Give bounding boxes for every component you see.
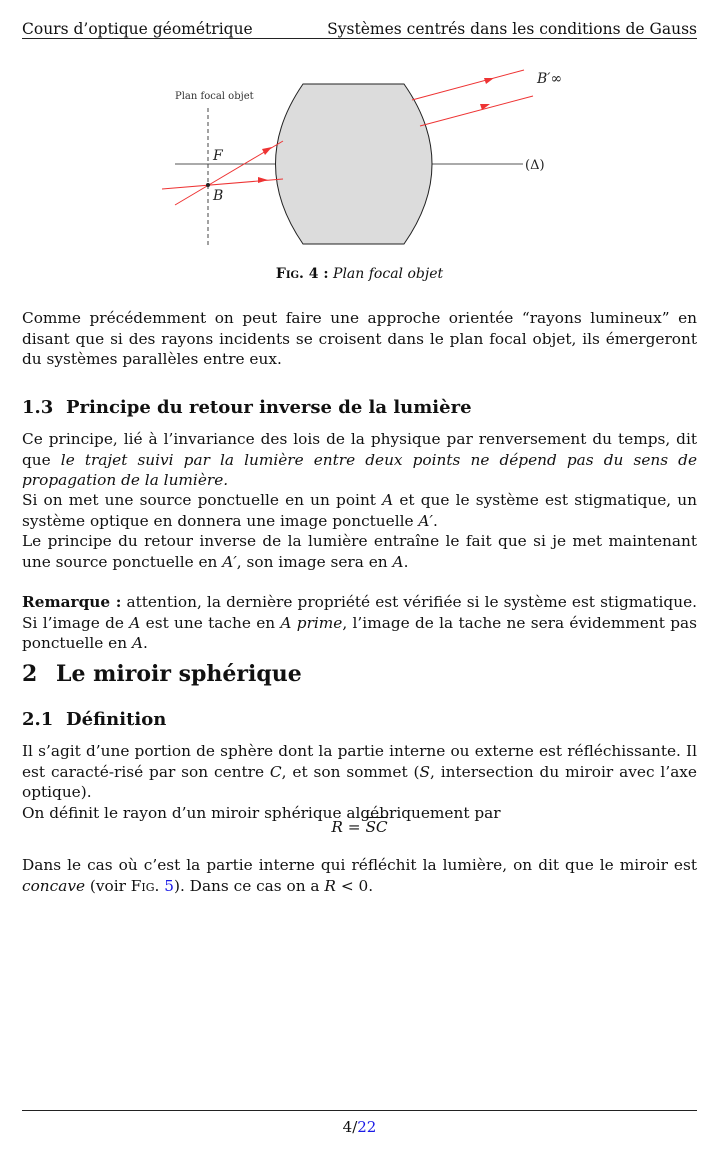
- math-A-prime: A′: [418, 511, 433, 530]
- ray-emergent-2: [420, 96, 533, 126]
- paragraph-5: [22, 741, 697, 823]
- text: , et son sommet (: [281, 762, 420, 781]
- caption-text: Plan focal objet: [333, 266, 444, 282]
- text: Dans le cas où c’est la partie interne qui réfléchit la lumière, on dit que le miroir est: [22, 856, 697, 874]
- label-B: B: [213, 188, 224, 204]
- math-A: A: [129, 613, 141, 632]
- ray-emergent-1: [412, 70, 524, 100]
- para2-italic: le trajet suivi par la lumière entre deux points ne dépend pas du sens de propagation de la lumière.: [22, 450, 698, 489]
- section-title: Définition: [66, 709, 167, 730]
- page-number: [0, 1118, 719, 1136]
- section-title: Le miroir sphérique: [56, 661, 302, 687]
- section-1-3-heading: [22, 397, 472, 418]
- section-number: 2: [22, 661, 38, 687]
- text: < 0.: [335, 876, 374, 895]
- text: Le principe du retour inverse de la lumière entraîne le fait que si je met maintenant une source ponctuelle en: [22, 532, 697, 571]
- text: Si on met une source ponctuelle en un point: [22, 491, 383, 509]
- label-B-inf: B′∞: [537, 71, 563, 87]
- figure-5-link[interactable]: 5: [164, 876, 174, 895]
- running-header: [22, 16, 697, 38]
- paragraph-1: Comme précédemment on peut faire une approche orientée “rayons lumineux” en disant que si des rayons incidents se croisent dans le plan focal objet, ils émergeront du systèmes parallèles entre eux.: [22, 309, 697, 368]
- total-pages-link[interactable]: 22: [357, 1118, 377, 1136]
- caption-prefix: Fig. 4 :: [275, 266, 329, 282]
- math-S: S: [419, 762, 431, 781]
- section-2-1-heading: [22, 709, 166, 730]
- text: attention, la dernière propriété est vérifiée si le système est stigmatique. Si l’image de: [22, 593, 697, 632]
- text: , son image sera en: [236, 552, 393, 571]
- paragraph-3: [22, 490, 697, 531]
- math-A: A: [392, 552, 404, 571]
- paragraph-4: [22, 531, 697, 572]
- remark-paragraph: [22, 592, 697, 654]
- point-B: [206, 183, 210, 187]
- lens: [276, 84, 433, 244]
- text: ). Dans ce cas on a: [173, 876, 325, 895]
- header-rule: [22, 38, 697, 39]
- figure-focal-plane: [0, 55, 719, 265]
- header-right: Systèmes centrés dans les conditions de Gauss: [327, 20, 697, 38]
- section-number: 1.3: [22, 397, 54, 418]
- focal-plane-label: Plan focal objet: [175, 91, 254, 102]
- text: .: [143, 634, 148, 652]
- arrow-head-1: [258, 177, 268, 183]
- math-C: C: [269, 762, 282, 781]
- math-A: A: [131, 634, 144, 652]
- page-separator: /: [352, 1118, 358, 1136]
- formula-lhs: R =: [331, 818, 366, 836]
- text: est une tache en: [140, 613, 281, 632]
- formula-radius: [0, 818, 719, 836]
- label-F: F: [213, 148, 223, 164]
- current-page: 4: [342, 1118, 353, 1136]
- section-number: 2.1: [22, 709, 54, 730]
- para2-text: Ce principe, lié à l’invariance des lois de la physique par renversement du temps, dit que: [22, 430, 697, 469]
- section-2-heading: [22, 661, 302, 687]
- text: , l’image de la tache ne sera évidemment pas ponctuelle en: [22, 613, 697, 652]
- header-left: Cours d’optique géométrique: [22, 20, 253, 38]
- text: .: [403, 552, 409, 571]
- math-A-prime: A prime: [280, 613, 343, 632]
- text: On définit le rayon d’un miroir sphérique algébriquement par: [22, 803, 501, 822]
- section-title: Principe du retour inverse de la lumière: [66, 397, 472, 418]
- math-A: A: [382, 491, 394, 509]
- fig-ref-label: Fig.: [130, 876, 160, 895]
- arrow-head-3: [484, 78, 494, 84]
- text: (voir: [85, 876, 131, 895]
- arrow-head-2: [262, 147, 272, 155]
- text: , intersection du miroir avec l’axe optique).: [22, 762, 697, 801]
- math-R: R: [324, 876, 336, 895]
- text: .: [432, 511, 438, 530]
- text: Il s’agit d’une portion de sphère dont la partie interne ou externe est réfléchissante. Il est caracté-risé par son centre: [22, 742, 697, 781]
- footer-rule: [22, 1110, 697, 1111]
- paragraph-6: [22, 855, 697, 896]
- remark-label: Remarque :: [22, 593, 122, 611]
- paragraph-2: [22, 429, 697, 491]
- axis-label: (Δ): [525, 158, 545, 173]
- math-A-prime: A′: [222, 552, 237, 571]
- formula-rhs: $\overline{SC}$: [365, 818, 388, 836]
- figure-caption: [0, 266, 719, 282]
- term-concave: concave: [22, 876, 86, 895]
- text: et que le système est stigmatique, un système optique en donnera une image ponctuelle: [22, 491, 698, 530]
